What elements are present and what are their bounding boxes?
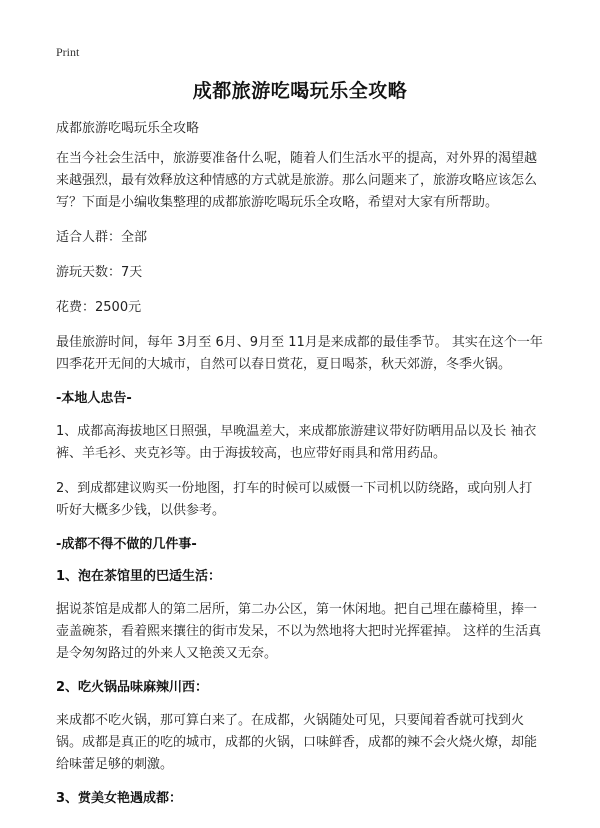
article-subtitle: 成都旅游吃喝玩乐全攻略	[56, 121, 200, 136]
advice-item-2: 2、到成都建议购买一份地图，打车的时候可以威慑一下司机以防绕路，或向别人打听好大概多少钱，以供参考。	[56, 481, 533, 518]
must-do-3-heading: 3、赏美女艳遇成都：	[56, 791, 183, 806]
travel-days: 游玩天数：7天	[56, 265, 143, 280]
must-do-2-heading: 2、吃火锅品味麻辣川西：	[56, 680, 209, 695]
best-time-paragraph: 最佳旅游时间，每年 3月至 6月、9月至 11月是来成都的最佳季节。 其实在这个一年四季花开无间的大城市，自然可以春日赏花，夏日喝茶，秋天郊游，冬季火锅。	[56, 335, 543, 372]
travel-cost: 花费：2500元	[56, 300, 142, 315]
must-do-2-text: 来成都不吃火锅，那可算白来了。在成都，火锅随处可见，只要闻着香就可找到火锅。成都是真正的吃的城市，成都的火锅，口味鲜香，成都的辣不会火烧火燎，却能给味蕾足够的刺激。	[56, 713, 538, 772]
advice-heading: -本地人忠告-	[56, 391, 132, 406]
must-do-1-text: 据说茶馆是成都人的第二居所，第二办公区，第一休闲地。把自己埋在藤椅里，捧一壶盖碗茶，看着熙来攘往的街市发呆，不以为然地将大把时光挥霍掉。 这样的生活真是令匆匆路过的外来人又艳羡又无奈。	[56, 602, 542, 661]
intro-paragraph: 在当今社会生活中，旅游要准备什么呢，随着人们生活水平的提高，对外界的渴望越来越强烈，最有效释放这种情感的方式就是旅游。那么问题来了，旅游攻略应该怎么写？下面是小编收集整理的成都旅游吃喝玩乐全攻略，希望对大家有所帮助。	[56, 151, 538, 210]
print-link[interactable]: Print	[56, 45, 80, 59]
suitable-crowd: 适合人群：全部	[56, 230, 148, 245]
must-do-1-heading: 1、泡在茶馆里的巴适生活：	[56, 569, 222, 584]
advice-item-1: 1、成都高海拔地区日照强，早晚温差大，来成都旅游建议带好防晒用品以及长 袖衣裤、羊毛衫、夹克衫等。由于海拔较高，也应带好雨具和常用药品。	[56, 424, 537, 461]
must-do-heading: -成都不得不做的几件事-	[56, 537, 197, 552]
page-title: 成都旅游吃喝玩乐全攻略	[192, 80, 408, 102]
